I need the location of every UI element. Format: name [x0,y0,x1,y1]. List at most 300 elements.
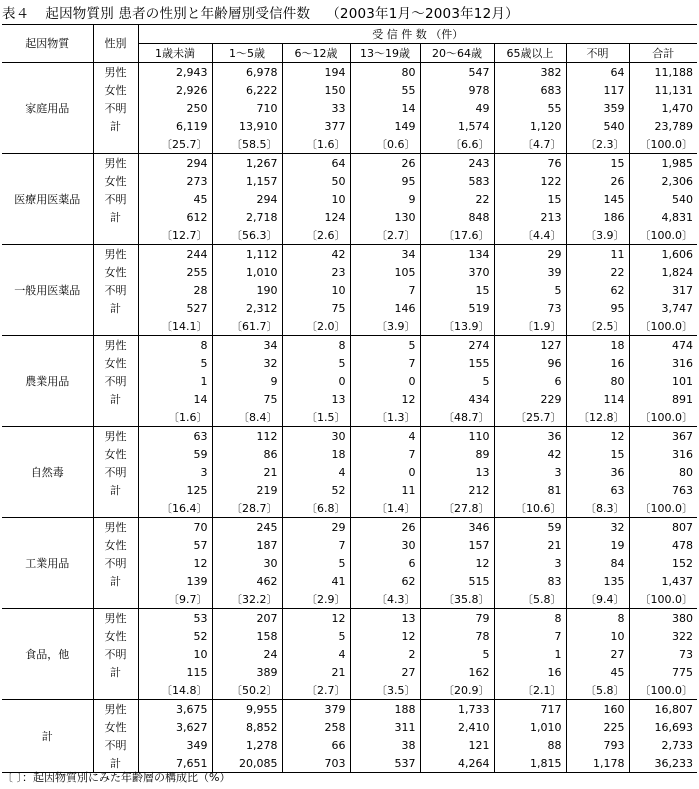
value-cell: 717 [494,700,566,719]
value-cell: 52 [138,627,212,645]
value-cell: 311 [350,718,420,736]
table-row [2,499,697,518]
table-number: 表４ [2,6,30,22]
value-cell: 26 [350,154,420,173]
value-cell: 66 [282,736,350,754]
value-cell: 73 [679,647,693,661]
table-row [2,536,697,554]
value-cell: 1,010 [494,718,566,736]
value-cell: 〔1.6〕 [138,408,212,427]
value-cell: 157 [420,536,494,554]
value-cell: 34 [212,336,282,355]
table-row [2,681,697,700]
value-cell: 1,470 [661,101,693,115]
table-row [2,226,697,245]
value-cell: 41 [282,572,350,590]
value-cell: 73 [494,299,566,317]
value-cell: 〔100.0〕 [629,135,697,154]
table-row [2,627,697,645]
value-cell: 26 [350,518,420,537]
value-cell: 〔8.4〕 [212,408,282,427]
table-row [2,336,697,355]
table-row [2,245,697,264]
value-cell: 〔100.0〕 [629,317,697,336]
table-row [2,645,697,663]
value-cell: 10 [566,627,629,645]
value-cell: 59 [138,445,212,463]
header-age-col: 合計 [629,44,697,63]
sex-cell: 女性 [93,718,138,736]
value-cell: 〔28.7〕 [212,499,282,518]
table-row [2,135,697,154]
value-cell: 112 [212,427,282,446]
value-cell: 88 [494,736,566,754]
value-cell: 110 [420,427,494,446]
value-cell: 〔58.5〕 [212,135,282,154]
value-cell: 213 [494,208,566,226]
value-cell: 45 [566,663,629,681]
cause-category: 計 [2,700,93,773]
table-row [2,99,697,117]
value-cell: 〔12.7〕 [138,226,212,245]
value-cell: 379 [282,700,350,719]
value-cell: 〔9.7〕 [138,590,212,609]
sex-cell: 不明 [93,99,138,117]
value-cell: 7 [494,627,566,645]
value-cell: 〔1.5〕 [282,408,350,427]
value-cell: 1 [494,645,566,663]
value-cell: 〔0.6〕 [350,135,420,154]
value-cell: 22 [566,263,629,281]
value-cell: 294 [212,190,282,208]
value-cell: 16,693 [654,720,693,734]
value-cell: 848 [420,208,494,226]
value-cell: 28 [138,281,212,299]
value-cell: 10 [282,190,350,208]
value-cell: 8 [282,336,350,355]
value-cell: 〔6.6〕 [420,135,494,154]
sex-cell [93,226,138,245]
value-cell: 1,120 [494,117,566,135]
cause-category: 家庭用品 [2,63,93,154]
table-row [2,518,697,537]
value-cell: 27 [566,645,629,663]
value-cell: 7 [282,536,350,554]
value-cell: 219 [212,481,282,499]
value-cell: 188 [350,700,420,719]
value-cell: 229 [494,390,566,408]
value-cell: 317 [672,283,693,297]
sex-cell: 不明 [93,736,138,754]
value-cell: 7 [350,354,420,372]
value-cell: 〔2.0〕 [282,317,350,336]
value-cell: 124 [282,208,350,226]
value-cell: 〔100.0〕 [629,408,697,427]
value-cell: 〔25.7〕 [138,135,212,154]
value-cell: 38 [350,736,420,754]
value-cell: 1,606 [661,247,693,261]
value-cell: 32 [566,518,629,537]
value-cell: 75 [282,299,350,317]
value-cell: 775 [672,665,693,679]
value-cell: 6,222 [212,81,282,99]
value-cell: 2,926 [138,81,212,99]
value-cell: 515 [420,572,494,590]
value-cell: 382 [494,63,566,82]
value-cell: 〔4.3〕 [350,590,420,609]
value-cell: 〔5.8〕 [494,590,566,609]
value-cell: 53 [138,609,212,628]
sex-cell: 不明 [93,372,138,390]
value-cell: 3 [138,463,212,481]
value-cell: 13,910 [212,117,282,135]
value-cell: 7 [350,281,420,299]
value-cell: 〔14.1〕 [138,317,212,336]
value-cell: 57 [138,536,212,554]
value-cell: 114 [566,390,629,408]
value-cell: 21 [282,663,350,681]
value-cell: 52 [282,481,350,499]
header-cause: 起因物質 [2,25,93,63]
table-row [2,554,697,572]
sex-cell: 女性 [93,263,138,281]
value-cell: 〔100.0〕 [629,499,697,518]
value-cell: 〔3.9〕 [350,317,420,336]
value-cell: 7 [350,445,420,463]
value-cell: 245 [212,518,282,537]
value-cell: 〔1.3〕 [350,408,420,427]
value-cell: 〔9.4〕 [566,590,629,609]
value-cell: 130 [350,208,420,226]
value-cell: 55 [494,99,566,117]
value-cell: 〔6.8〕 [282,499,350,518]
value-cell: 64 [566,63,629,82]
value-cell: 15 [566,445,629,463]
sex-cell: 女性 [93,354,138,372]
sex-cell: 計 [93,299,138,317]
value-cell: 42 [282,245,350,264]
value-cell: 〔12.8〕 [566,408,629,427]
table-row [2,481,697,499]
value-cell: 6,978 [212,63,282,82]
sex-cell: 不明 [93,645,138,663]
value-cell: 474 [672,338,693,352]
value-cell: 78 [420,627,494,645]
value-cell: 2,718 [212,208,282,226]
value-cell: 250 [138,99,212,117]
value-cell: 79 [420,609,494,628]
value-cell: 33 [282,99,350,117]
table-row [2,299,697,317]
value-cell: 5 [420,372,494,390]
value-cell: 24 [212,645,282,663]
value-cell: 122 [494,172,566,190]
header-age-col: 65歳以上 [494,44,566,63]
value-cell: 22 [420,190,494,208]
value-cell: 〔1.4〕 [350,499,420,518]
sex-cell [93,590,138,609]
value-cell: 75 [212,390,282,408]
value-cell: 186 [566,208,629,226]
value-cell: 19 [566,536,629,554]
value-cell: 23 [282,263,350,281]
sex-cell [93,681,138,700]
value-cell: 〔2.6〕 [282,226,350,245]
sex-cell: 女性 [93,445,138,463]
value-cell: 150 [282,81,350,99]
value-cell: 134 [420,245,494,264]
value-cell: 519 [420,299,494,317]
table-row [2,609,697,628]
sex-cell: 女性 [93,627,138,645]
value-cell: 11 [566,245,629,264]
value-cell: 14 [138,390,212,408]
value-cell: 710 [212,99,282,117]
table-row [2,354,697,372]
sex-cell: 不明 [93,463,138,481]
header-age-col: 20～64歳 [420,44,494,63]
value-cell: 273 [138,172,212,190]
table-row [2,718,697,736]
value-cell: 3 [494,554,566,572]
value-cell: 30 [350,536,420,554]
value-cell: 8,852 [212,718,282,736]
value-cell: 8 [138,336,212,355]
value-cell: 258 [282,718,350,736]
value-cell: 370 [420,263,494,281]
table-row [2,736,697,754]
value-cell: 12 [282,609,350,628]
table-row [2,372,697,390]
value-cell: 〔2.7〕 [282,681,350,700]
value-cell: 2,312 [212,299,282,317]
value-cell: 190 [212,281,282,299]
value-cell: 16 [494,663,566,681]
sex-cell: 計 [93,481,138,499]
table-row [2,590,697,609]
value-cell: 8 [494,609,566,628]
sex-cell: 男性 [93,245,138,264]
value-cell: 891 [672,392,693,406]
sex-cell: 女性 [93,536,138,554]
value-cell: 978 [420,81,494,99]
sex-cell: 不明 [93,554,138,572]
value-cell: 4 [350,427,420,446]
value-cell: 9 [212,372,282,390]
value-cell: 9,955 [212,700,282,719]
value-cell: 462 [212,572,282,590]
cause-category: 工業用品 [2,518,93,609]
value-cell: 15 [494,190,566,208]
value-cell: 5 [282,627,350,645]
table-row [2,700,697,719]
value-cell: 1,267 [212,154,282,173]
value-cell: 1,157 [212,172,282,190]
value-cell: 49 [420,99,494,117]
value-cell: 15 [420,281,494,299]
value-cell: 〔35.8〕 [420,590,494,609]
table-row [2,445,697,463]
value-cell: 5 [494,281,566,299]
value-cell: 145 [566,190,629,208]
table-title [2,2,519,22]
value-cell: 207 [212,609,282,628]
value-cell: 349 [138,736,212,754]
value-cell: 14 [350,99,420,117]
value-cell: 322 [672,629,693,643]
value-cell: 367 [672,429,693,443]
value-cell: 62 [350,572,420,590]
value-cell: 36 [566,463,629,481]
value-cell: 5 [282,354,350,372]
value-cell: 80 [350,63,420,82]
value-cell: 〔4.7〕 [494,135,566,154]
sex-cell: 女性 [93,172,138,190]
sex-cell: 女性 [93,81,138,99]
value-cell: 16,807 [654,702,693,716]
value-cell: 〔100.0〕 [629,681,697,700]
header-age-col: 不明 [566,44,629,63]
value-cell: 3,627 [138,718,212,736]
value-cell: 105 [350,263,420,281]
header-age-col: 6～12歳 [282,44,350,63]
table-row [2,117,697,135]
value-cell: 〔100.0〕 [629,590,697,609]
value-cell: 3,747 [661,301,693,315]
value-cell: 149 [350,117,420,135]
sex-cell [93,135,138,154]
value-cell: 20,085 [212,754,282,773]
value-cell: 1 [138,372,212,390]
value-cell: 7,651 [138,754,212,773]
table-row [2,572,697,590]
value-cell: 89 [420,445,494,463]
value-cell: 〔100.0〕 [629,226,697,245]
value-cell: 1,985 [661,156,693,170]
sex-cell: 男性 [93,518,138,537]
value-cell: 2,410 [420,718,494,736]
sex-cell: 男性 [93,336,138,355]
value-cell: 〔1.9〕 [494,317,566,336]
value-cell: 540 [672,192,693,206]
sex-cell [93,499,138,518]
value-cell: 95 [566,299,629,317]
value-cell: 42 [494,445,566,463]
table-row [2,427,697,446]
table-row [2,63,697,82]
value-cell: 346 [420,518,494,537]
value-cell: 1,437 [661,574,693,588]
value-cell: 30 [212,554,282,572]
value-cell: 10 [282,281,350,299]
table-row [2,154,697,173]
value-cell: 〔14.8〕 [138,681,212,700]
value-cell: 162 [420,663,494,681]
value-cell: 612 [138,208,212,226]
value-cell: 359 [566,99,629,117]
value-cell: 115 [138,663,212,681]
value-cell: 0 [350,372,420,390]
value-cell: 274 [420,336,494,355]
value-cell: 16 [566,354,629,372]
value-cell: 〔5.8〕 [566,681,629,700]
value-cell: 18 [566,336,629,355]
value-cell: 6 [494,372,566,390]
value-cell: 146 [350,299,420,317]
value-cell: 135 [566,572,629,590]
value-cell: 0 [350,463,420,481]
sex-cell: 男性 [93,154,138,173]
value-cell: 70 [138,518,212,537]
header-sex: 性別 [93,25,138,63]
value-cell: 8 [566,609,629,628]
sex-cell [93,317,138,336]
value-cell: 〔3.5〕 [350,681,420,700]
value-cell: 83 [494,572,566,590]
value-cell: 5 [420,645,494,663]
value-cell: 63 [566,481,629,499]
value-cell: 4,264 [420,754,494,773]
value-cell: 212 [420,481,494,499]
value-cell: 537 [350,754,420,773]
value-cell: 50 [282,172,350,190]
value-cell: 29 [282,518,350,537]
value-cell: 29 [494,245,566,264]
value-cell: 244 [138,245,212,264]
value-cell: 〔17.6〕 [420,226,494,245]
header-row-top [2,25,697,44]
value-cell: 583 [420,172,494,190]
table-row [2,390,697,408]
value-cell: 1,278 [212,736,282,754]
value-cell: 152 [672,556,693,570]
value-cell: 〔8.3〕 [566,499,629,518]
value-cell: 〔10.6〕 [494,499,566,518]
value-cell: 763 [672,483,693,497]
value-cell: 187 [212,536,282,554]
value-cell: 4 [282,463,350,481]
value-cell: 55 [350,81,420,99]
value-cell: 32 [212,354,282,372]
table-title-text: 起因物質別 患者の性別と年齢層別受信件数 [45,6,311,22]
table-row [2,663,697,681]
value-cell: 4 [282,645,350,663]
value-cell: 18 [282,445,350,463]
value-cell: 155 [420,354,494,372]
value-cell: 117 [566,81,629,99]
sex-cell: 男性 [93,700,138,719]
table-row [2,281,697,299]
value-cell: 〔1.6〕 [282,135,350,154]
value-cell: 〔2.1〕 [494,681,566,700]
value-cell: 158 [212,627,282,645]
value-cell: 1,824 [661,265,693,279]
cause-category: 食品，他 [2,609,93,700]
table-row [2,81,697,99]
value-cell: 3 [494,463,566,481]
value-cell: 11,131 [654,83,693,97]
data-table [2,24,697,773]
value-cell: 121 [420,736,494,754]
table-row [2,408,697,427]
value-cell: 〔27.8〕 [420,499,494,518]
value-cell: 316 [672,447,693,461]
value-cell: 294 [138,154,212,173]
value-cell: 26 [566,172,629,190]
table-row [2,263,697,281]
value-cell: 703 [282,754,350,773]
value-cell: 2,306 [661,174,693,188]
